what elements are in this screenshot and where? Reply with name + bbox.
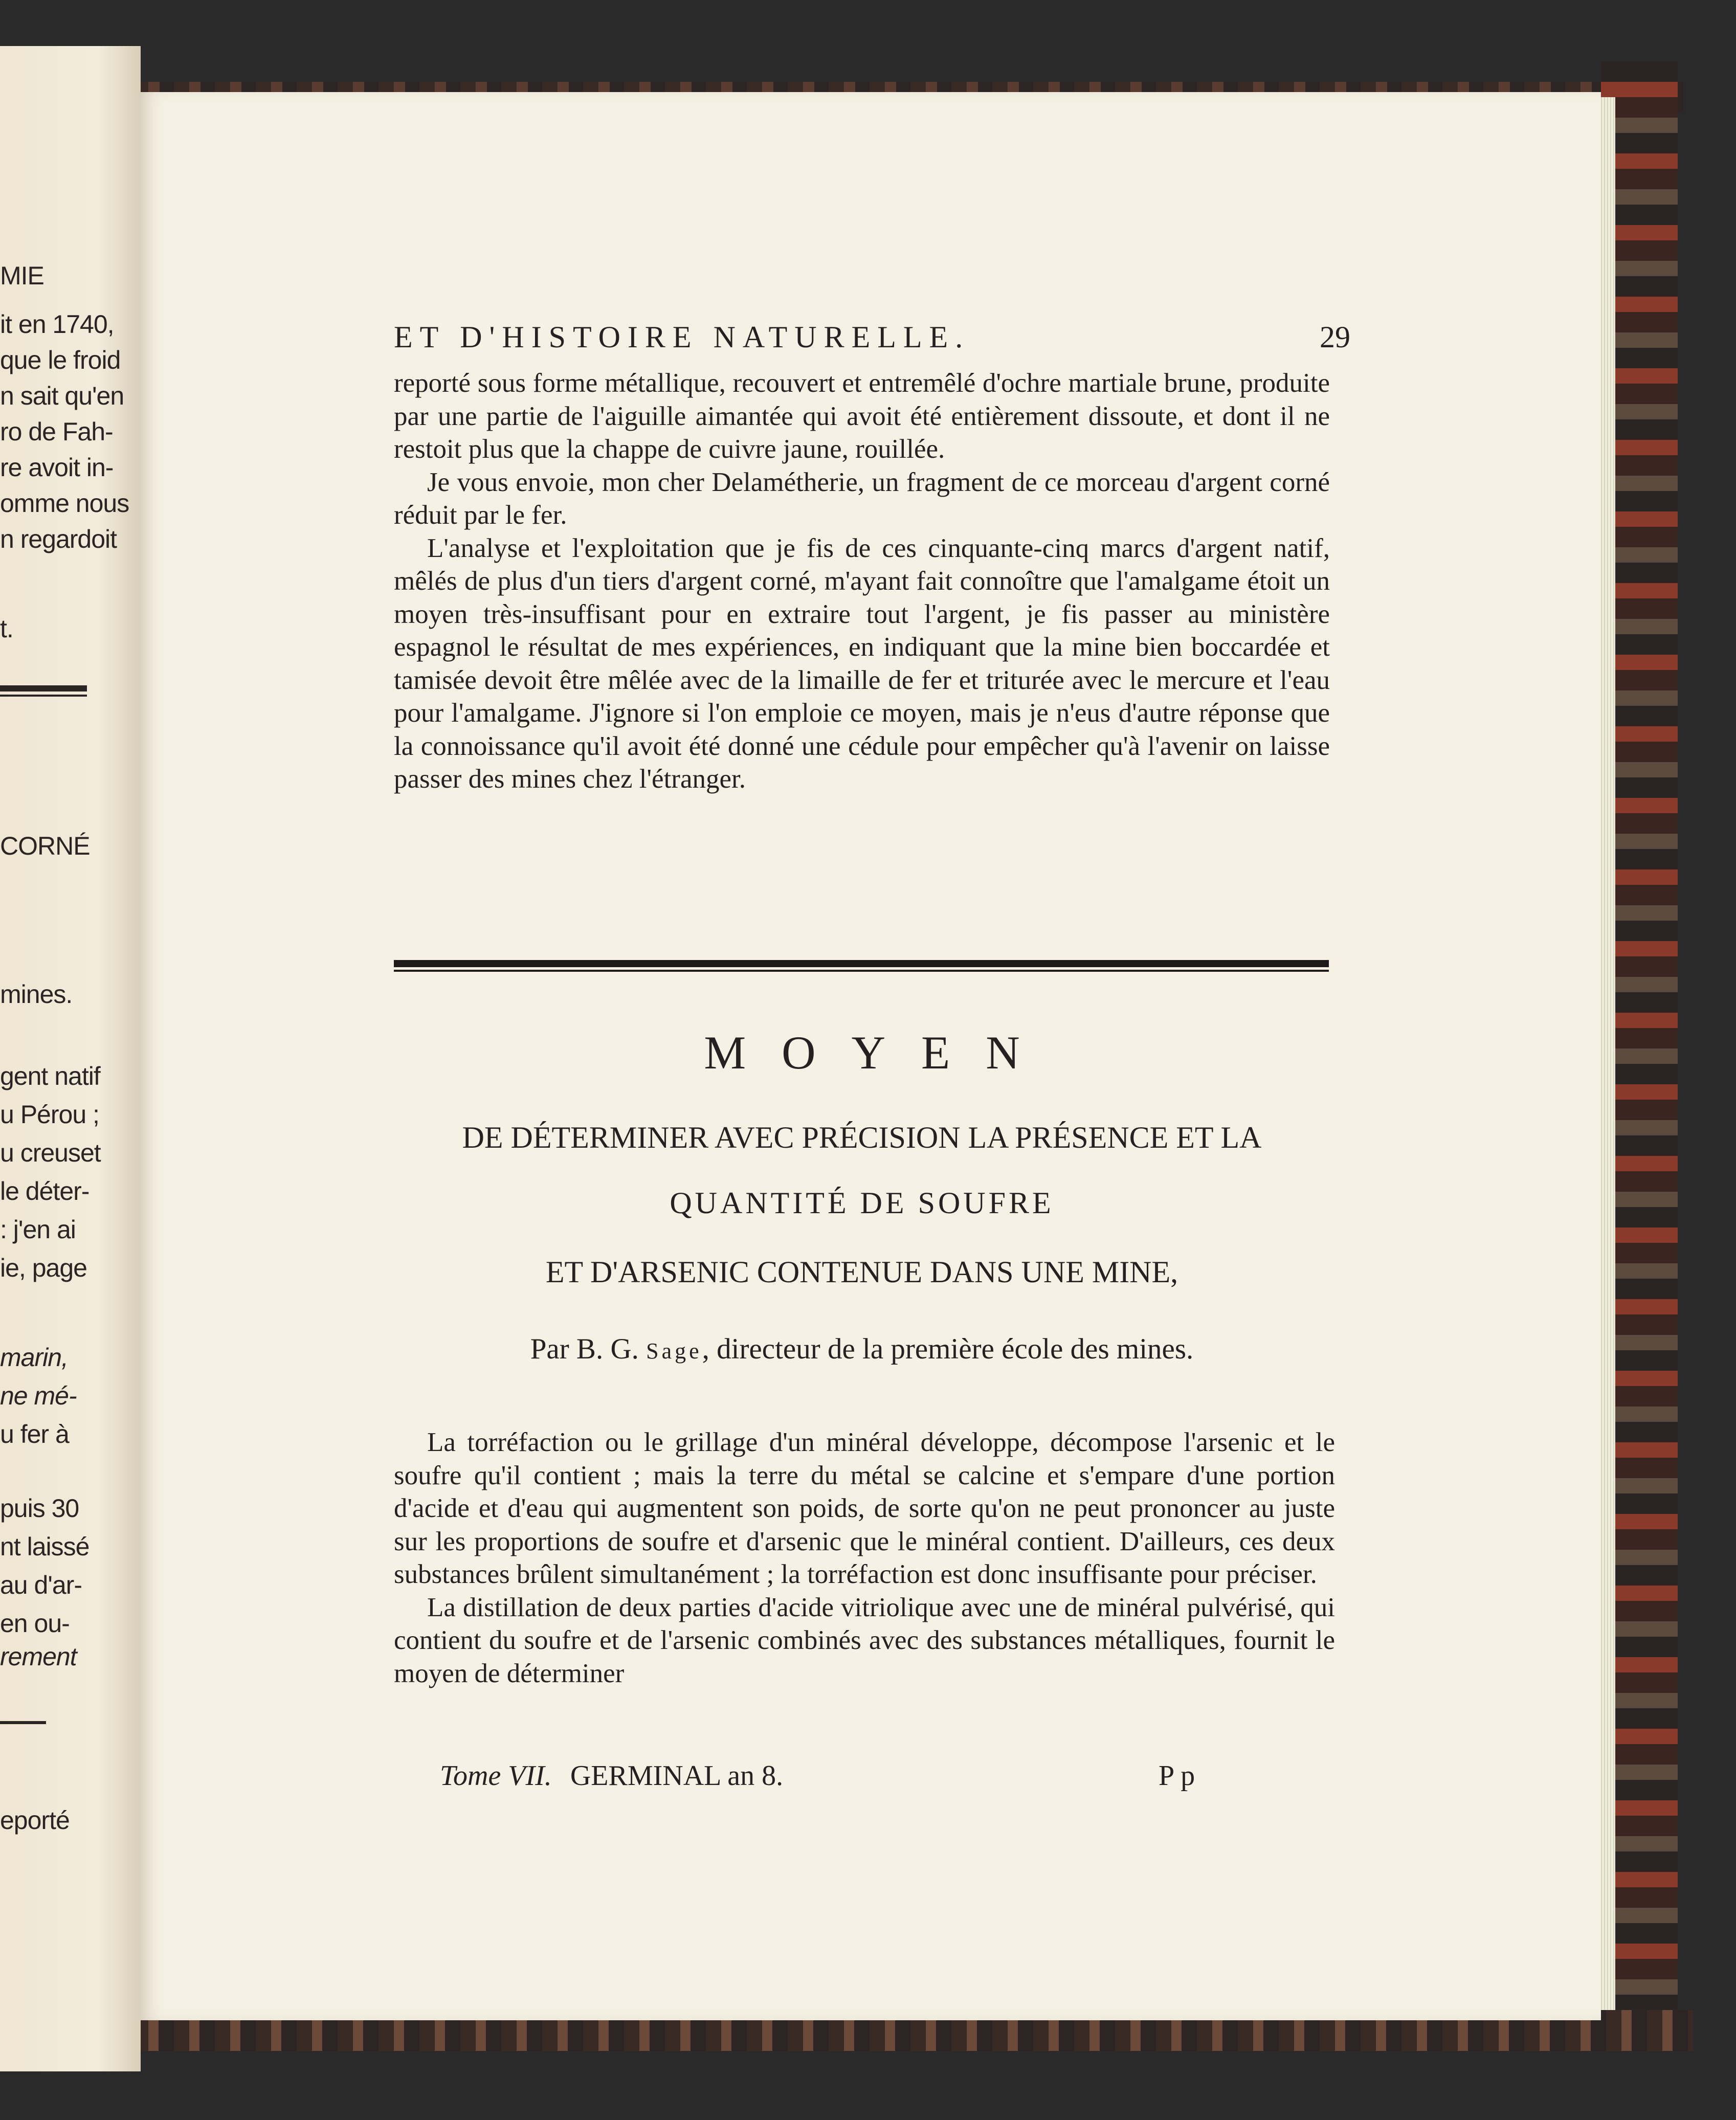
article-subtitle-line: ET D'ARSENIC CONTENUE DANS UNE MINE, <box>545 1255 1178 1289</box>
left-fragment: : j'en ai <box>0 1215 76 1244</box>
byline-prefix: Par B. G. <box>530 1333 639 1365</box>
left-fragment: ie, page <box>0 1254 87 1282</box>
continuation-text <box>394 367 1330 796</box>
left-fragment: MIE <box>0 261 44 290</box>
article-subtitle-line: QUANTITÉ DE SOUFRE <box>670 1186 1054 1220</box>
left-rule <box>0 1721 46 1724</box>
left-fragment: mines. <box>0 980 73 1009</box>
paragraph: Je vous envoie, mon cher Delamétherie, un fragment de ce morceau d'argent corné réduit par le fer. <box>394 467 1330 530</box>
left-fragment: CORNÉ <box>0 832 90 860</box>
left-fragment: n regardoit <box>0 525 117 553</box>
left-fragment: ne mé- <box>0 1381 77 1410</box>
running-head-title: ET D'HISTOIRE NATURELLE. <box>394 320 970 354</box>
left-fragment: ro de Fah- <box>0 417 113 446</box>
left-fragment: rement <box>0 1642 77 1671</box>
left-fragment: que le froid <box>0 346 121 374</box>
issue-label: GERMINAL an 8. <box>570 1760 784 1792</box>
author-name: Sage <box>646 1338 702 1364</box>
left-fragment: marin, <box>0 1343 68 1372</box>
signature-line <box>440 1759 1195 1792</box>
paragraph: L'analyse et l'exploitation que je fis de ces cinquante-cinq marcs d'argent natif, mêlés de plus d'un tiers d'argent corné, m'ayant fait connoître que l'amalgame étoit un moyen très-insuffisant pour en extraire tout l'argent, je fis passer au ministère espagnol le résultat de mes expériences, en indiquant que la mine bien boccardée et tamisée devoit être mêlée avec de la limaille de fer et triturée avec le mercure et l'eau pour l'amalgame. J'ignore si l'on emploie ce moyen, mais je n'eus d'autre réponse que la connoissance qu'il avoit été donné une cédule pour empêcher qu'à l'avenir on laisse passer des mines chez l'étranger. <box>394 533 1330 794</box>
left-fragment: nt laissé <box>0 1532 90 1561</box>
left-fragment: puis 30 <box>0 1494 79 1523</box>
left-fragment: t. <box>0 614 13 643</box>
byline <box>394 1332 1330 1366</box>
left-fragment: u creuset <box>0 1139 101 1167</box>
left-fragment: n sait qu'en <box>0 382 124 410</box>
left-rule <box>0 695 87 697</box>
left-fragment: le déter- <box>0 1177 90 1206</box>
paragraph: La distillation de deux parties d'acide vitriolique avec une de minéral pulvérisé, qui contient du soufre et de l'arsenic combinés avec des substances métalliques, fournit le moyen de déterminer <box>394 1592 1335 1688</box>
article-title: MOYEN <box>704 1026 1056 1079</box>
section-rule-thin <box>394 970 1329 972</box>
paragraph: reporté sous forme métallique, recouvert et entremêlé d'ochre martiale brune, produite par une partie de l'aiguille aimantée qui avoit été entièrement dissoute, et dont il ne restoit plus que la chappe de cuivre jaune, rouillée. <box>394 368 1330 464</box>
left-rule <box>0 685 87 691</box>
article-subtitle-line: DE DÉTERMINER AVEC PRÉCISION LA PRÉSENCE ET LA <box>462 1121 1262 1154</box>
signature-mark: P p <box>1159 1760 1195 1792</box>
section-rule <box>394 960 1329 967</box>
left-fragment: re avoit in- <box>0 453 114 482</box>
left-fragment: gent natif <box>0 1062 100 1090</box>
page-number: 29 <box>1320 320 1350 354</box>
left-fragment: en ou- <box>0 1609 70 1638</box>
left-fragment: it en 1740, <box>0 310 114 339</box>
left-fragment: omme nous <box>0 489 129 518</box>
running-head <box>394 320 1350 355</box>
byline-suffix: , directeur de la première école des mines. <box>702 1333 1194 1365</box>
left-fragment: au d'ar- <box>0 1571 82 1599</box>
tome-label: Tome VII. <box>440 1760 552 1792</box>
left-fragment: u fer à <box>0 1420 69 1448</box>
left-fragment: u Pérou ; <box>0 1100 99 1129</box>
left-fragment: eporté <box>0 1806 70 1835</box>
article-body <box>394 1426 1335 1690</box>
paragraph: La torréfaction ou le grillage d'un minéral développe, décompose l'arsenic et le soufre qu'il contient ; mais la terre du métal se calcine et s'empare d'une portion d'acide et d'eau qui augmentent son poids, de sorte qu'on ne peut prononcer au juste sur les proportions de soufre et d'arsenic que le minéral contient. D'ailleurs, ces deux substances brûlent simultanément ; la torréfaction est donc insuffisante pour préciser. <box>394 1427 1335 1589</box>
left-page-margin <box>0 46 141 2071</box>
